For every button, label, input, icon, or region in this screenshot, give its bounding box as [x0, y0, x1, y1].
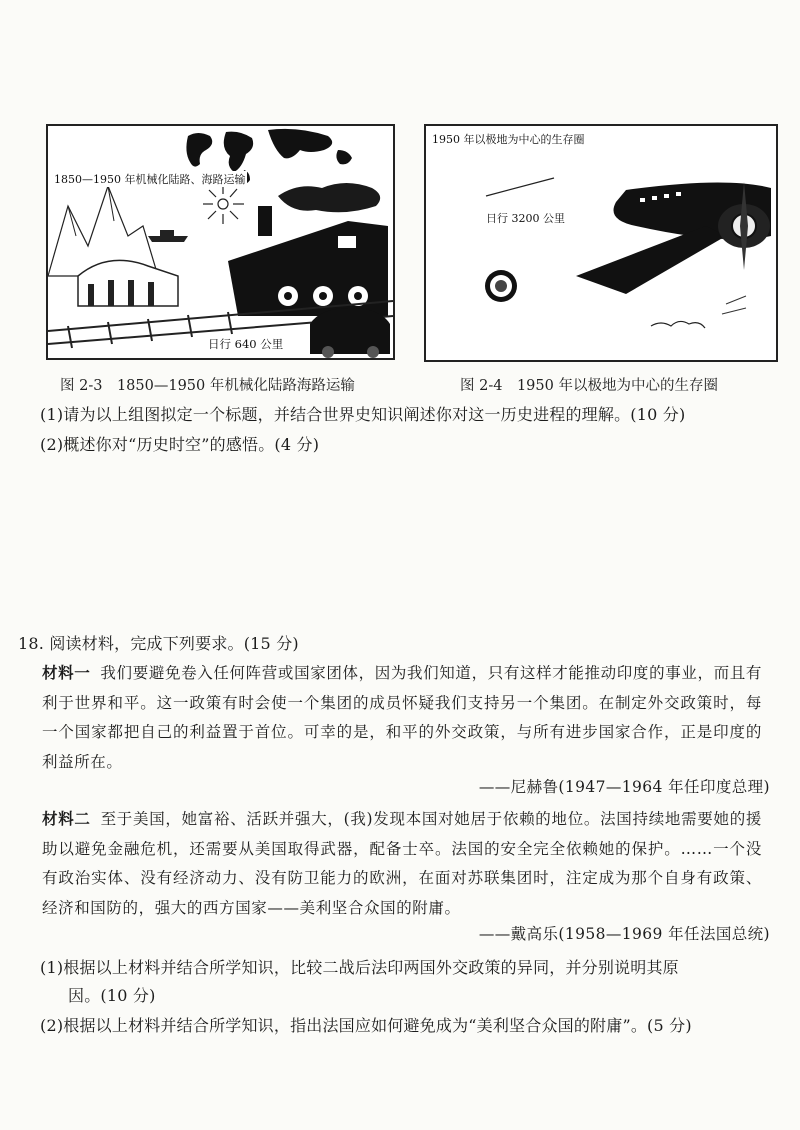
figure-2-3-distance-label: 日行 640 公里 [208, 337, 284, 351]
material-1-text: 我们要避免卷入任何阵营或国家团体，因为我们知道，只有这样才能推动印度的事业，而且有利于世界和平。这一政策有时会使一个集团的成员怀疑我们支持另一个集团。在制定外交政策时，每一个国家都把自己的利益置于首位。可幸的是，和平的外交政策，与所有进步国家合作，正是印度的利益所在。 [42, 664, 762, 771]
figure-2-4-inner-title: 1950 年以极地为中心的生存圈 [432, 133, 585, 146]
material-1-source: ——尼赫鲁(1947—1964 年任印度总理) [478, 778, 770, 796]
q18-subquestion-1-line-1: (1)根据以上材料并结合所学知识，比较二战后法印两国外交政策的异同，并分别说明其原 [40, 958, 679, 977]
airplane-illustration [426, 126, 776, 360]
q18-subquestion-2: (2)根据以上材料并结合所学知识，指出法国应如何避免成为“美利坚合众国的附庸”。(5 分) [40, 1016, 692, 1035]
q18-material-2 [42, 804, 762, 923]
material-2-source: ——戴高乐(1958—1969 年任法国总统) [478, 925, 770, 943]
q18-material-1 [42, 658, 762, 777]
q18-stem: 18. 阅读材料，完成下列要求。(15 分) [18, 634, 299, 653]
figure-2-3-caption: 图 2-3 1850—1950 年机械化陆路海路运输 [60, 378, 355, 394]
figure-2-3-inner-title: 1850—1950 年机械化陆路、海路运输 [54, 173, 246, 186]
figure-2-4-caption: 图 2-4 1950 年以极地为中心的生存圈 [460, 378, 718, 394]
q18-subquestion-1-line-2: 因。(10 分) [68, 986, 156, 1005]
figure-2-4-distance-label: 日行 3200 公里 [486, 212, 565, 225]
q17-subquestion-2: (2)概述你对“历史时空”的感悟。(4 分) [40, 435, 320, 454]
material-2-label: 材料二 [42, 809, 91, 828]
figure-2-4-polar-survival-circle [424, 124, 778, 362]
q17-subquestion-1: (1)请为以上组图拟定一个标题，并结合世界史知识阐述你对这一历史进程的理解。(10 分) [40, 405, 686, 424]
train-ship-illustration [48, 126, 393, 358]
material-1-label: 材料一 [42, 663, 91, 682]
figure-2-3-land-sea-transport [46, 124, 395, 360]
material-2-text: 至于美国，她富裕、活跃并强大，(我)发现本国对她居于依赖的地位。法国持续地需要她的援助以避免金融危机，还需要从美国取得武器，配备士卒。法国的安全完全依赖她的保护。……一个没有政治实体、没有经济动力、没有防卫能力的欧洲，在面对苏联集团时，注定成为那个自身有政策、经济和国防的，强大的西方国家——美利坚合众国的附庸。 [42, 810, 762, 917]
